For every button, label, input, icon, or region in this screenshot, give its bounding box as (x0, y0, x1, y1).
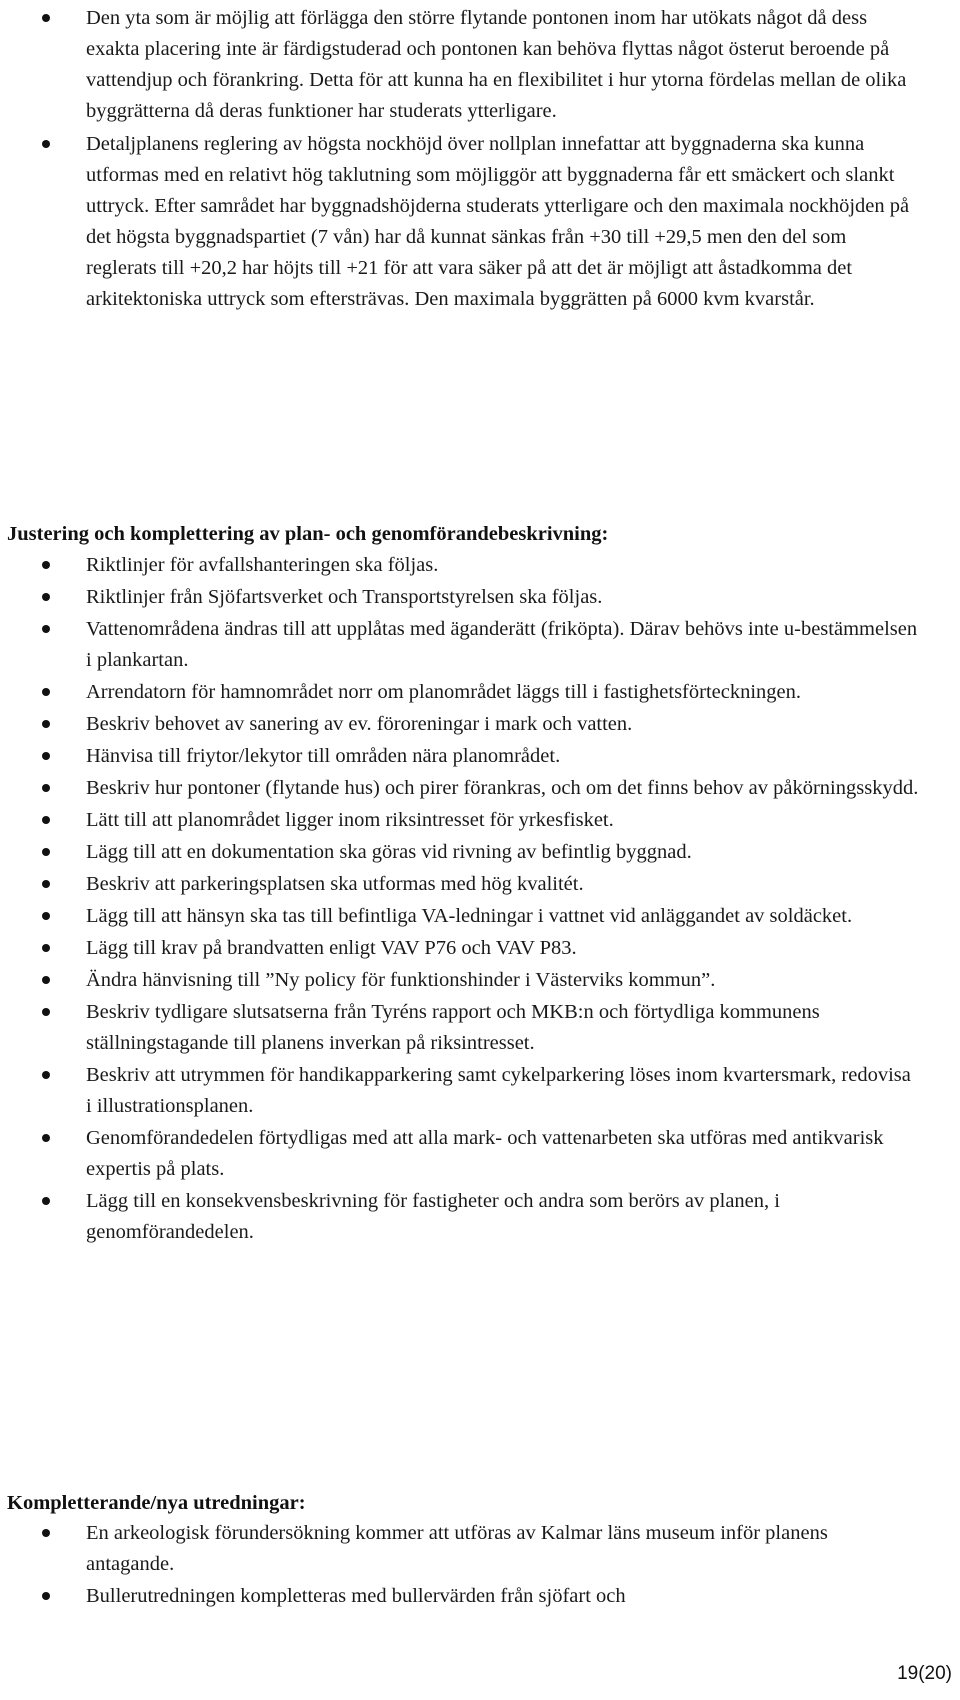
bullet-icon (42, 976, 50, 984)
list-item: Arrendatorn för hamnområdet norr om planområdet läggs till i fastighetsförteckningen. (0, 677, 960, 708)
list-item: Lägg till att hänsyn ska tas till befintliga VA-ledningar i vattnet vid anläggandet av soldäcket. (0, 901, 960, 932)
list-item: Beskriv tydligare slutsatserna från Tyréns rapport och MKB:n och förtydliga kommunens ställningstagande till planens inverkan på riksintresset. (0, 997, 960, 1059)
bullet-icon (42, 1529, 50, 1537)
list-item: Beskriv att parkeringsplatsen ska utformas med hög kvalitét. (0, 869, 960, 900)
bullet-icon (42, 140, 50, 148)
list-item: Lätt till att planområdet ligger inom riksintresset för yrkesfisket. (0, 805, 960, 836)
list-item: Detaljplanens reglering av högsta nockhöjd över nollplan innefattar att byggnaderna ska kunna utformas med en relativt hög taklutning som möjliggör att byggnaderna får ett smäckert och slankt uttryck. Efter samrådet har byggnadshöjderna studerats ytterligare och den maximala nockhöjden på det högsta byggnadspartiet (7 vån) har då kunnat sänkas från +30 till +29,5 men den del som reglerats till +20,2 har höjts till +21 för att vara säker på att det är möjligt att åstadkomma det arkitektoniska uttryck som eftersträvas. Den maximala byggrätten på 6000 kvm kvarstår. (0, 129, 960, 315)
bullet-icon (42, 1071, 50, 1079)
bullet-icon (42, 688, 50, 696)
bullet-icon (42, 593, 50, 601)
list-item: Beskriv att utrymmen för handikapparkering samt cykelparkering löses inom kvartersmark, redovisa i illustrationsplanen. (0, 1060, 960, 1122)
bullet-icon (42, 1197, 50, 1205)
bullet-icon (42, 1134, 50, 1142)
list-item: Riktlinjer för avfallshanteringen ska följas. (0, 550, 960, 581)
bullet-icon (42, 1008, 50, 1016)
top-bullet-list (0, 3, 960, 317)
list-item: Ändra hänvisning till ”Ny policy för funktionshinder i Västerviks kommun”. (0, 965, 960, 996)
list-item: Lägg till en konsekvensbeskrivning för fastigheter och andra som berörs av planen, i genomförandedelen. (0, 1186, 960, 1248)
utredningar-bullet-list (0, 1518, 960, 1613)
bullet-icon (42, 848, 50, 856)
list-item: Lägg till krav på brandvatten enligt VAV P76 och VAV P83. (0, 933, 960, 964)
section-heading-justering: Justering och komplettering av plan- och genomförandebeskrivning: (7, 523, 609, 545)
bullet-icon (42, 784, 50, 792)
bullet-icon (42, 625, 50, 633)
list-item: Beskriv behovet av sanering av ev. föroreningar i mark och vatten. (0, 709, 960, 740)
bullet-icon (42, 561, 50, 569)
list-item: Bullerutredningen kompletteras med bullervärden från sjöfart och (0, 1581, 960, 1612)
bullet-icon (42, 14, 50, 22)
bullet-icon (42, 912, 50, 920)
bullet-icon (42, 1592, 50, 1600)
section-heading-utredningar: Kompletterande/nya utredningar: (7, 1492, 306, 1514)
list-item: Vattenområdena ändras till att upplåtas med äganderätt (friköpta). Därav behövs inte u-bestämmelsen i plankartan. (0, 614, 960, 676)
page-number: 19(20) (897, 1663, 952, 1684)
justering-bullet-list (0, 550, 960, 1249)
bullet-icon (42, 752, 50, 760)
bullet-icon (42, 944, 50, 952)
list-item: Hänvisa till friytor/lekytor till områden nära planområdet. (0, 741, 960, 772)
list-item: Den yta som är möjlig att förlägga den större flytande pontonen inom har utökats något då dess exakta placering inte är färdigstuderad och pontonen kan behöva flyttas något österut beroende på vattendjup och förankring. Detta för att kunna ha en flexibilitet i hur ytorna fördelas mellan de olika byggrätterna då deras funktioner har studerats ytterligare. (0, 3, 960, 127)
list-item: Riktlinjer från Sjöfartsverket och Transportstyrelsen ska följas. (0, 582, 960, 613)
list-item: Beskriv hur pontoner (flytande hus) och pirer förankras, och om det finns behov av påkörningsskydd. (0, 773, 960, 804)
list-item: Lägg till att en dokumentation ska göras vid rivning av befintlig byggnad. (0, 837, 960, 868)
bullet-icon (42, 720, 50, 728)
bullet-icon (42, 880, 50, 888)
list-item: En arkeologisk förundersökning kommer att utföras av Kalmar läns museum inför planens antagande. (0, 1518, 960, 1580)
list-item: Genomförandedelen förtydligas med att alla mark- och vattenarbeten ska utföras med antikvarisk expertis på plats. (0, 1123, 960, 1185)
bullet-icon (42, 816, 50, 824)
